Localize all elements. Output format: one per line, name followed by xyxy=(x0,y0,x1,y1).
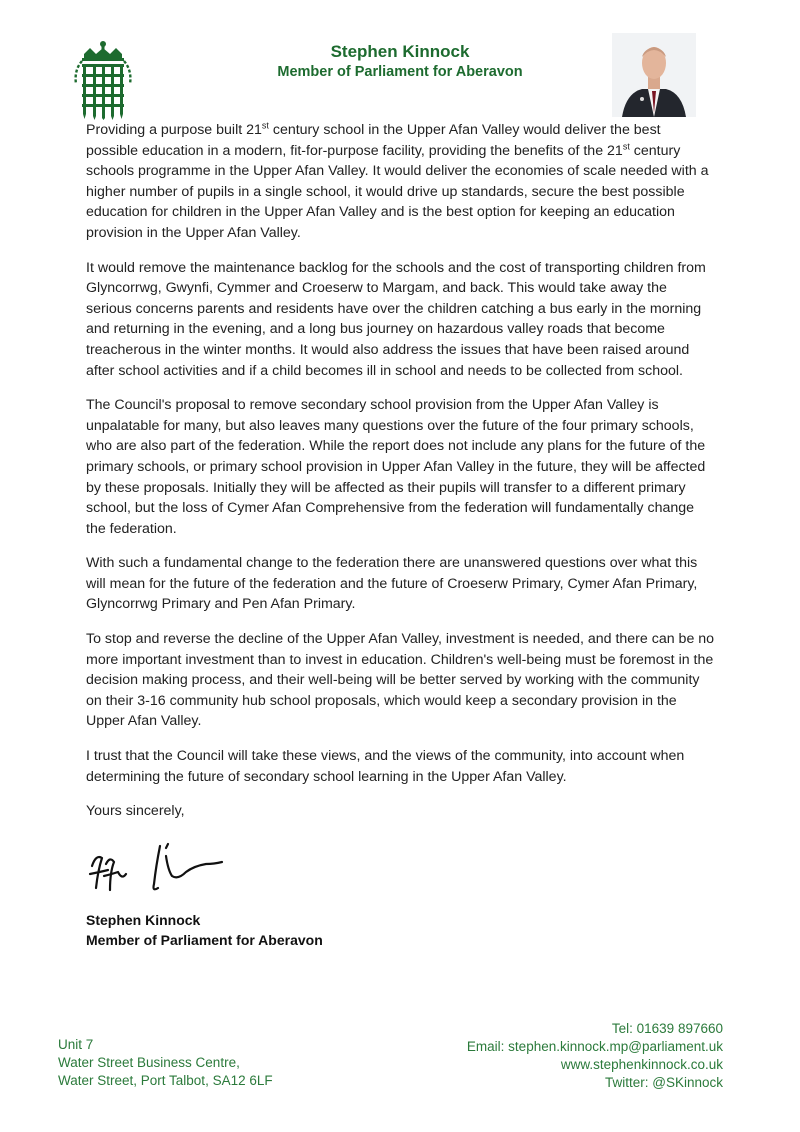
portcullis-icon xyxy=(70,40,136,120)
paragraph-5: To stop and reverse the decline of the Upper Afan Valley, investment is needed, and there can be no more important investment than to invest in education. Children's well-being must be foremost in the decision making process, and their well-being will be better served by working with the community on their 3-16 community hub school proposals, which would keep a secondary provision in the Upper Afan Valley. xyxy=(86,631,715,730)
address-line-1: Unit 7 xyxy=(58,1037,94,1052)
address-line-2: Water Street Business Centre, xyxy=(58,1055,240,1070)
address-line-3: Water Street, Port Talbot, SA12 6LF xyxy=(58,1073,273,1088)
paragraph-6: I trust that the Council will take these views, and the views of the community, into account when determining the future of secondary school learning in the Upper Afan Valley. xyxy=(86,748,685,785)
signatory-name: Stephen Kinnock xyxy=(86,912,201,928)
portrait-photo xyxy=(612,33,696,117)
header-role: Member of Parliament for Aberavon xyxy=(277,64,523,80)
closing-salutation: Yours sincerely, xyxy=(86,803,185,820)
letter-body xyxy=(86,120,716,836)
contact-website[interactable]: www.stephenkinnock.co.uk xyxy=(560,1057,723,1072)
handwritten-signature xyxy=(82,836,232,906)
paragraph-1: Providing a purpose built 21st century school in the Upper Afan Valley would deliver the best possible education in a modern, fit-for-purpose facility, providing the benefits of the 21st century schools programme in the Upper Afan Valley. It would deliver the economies of scale needed with a higher number of pupils in a single school, it would drive up standards, secure the best possible education for children in the Upper Afan Valley and is the best option for keeping an education provision in the Upper Afan Valley. xyxy=(86,120,709,241)
signatory-role: Member of Parliament for Aberavon xyxy=(86,932,323,948)
contact-email[interactable]: Email: stephen.kinnock.mp@parliament.uk xyxy=(466,1039,723,1054)
signature-block xyxy=(86,910,323,950)
contact-twitter[interactable]: Twitter: @SKinnock xyxy=(605,1075,723,1090)
paragraph-4: With such a fundamental change to the federation there are unanswered questions over what this will mean for the future of the federation and the future of Croeserw Primary, Cymer Afan Primary, Glyncorrwg Primary and Pen Afan Primary. xyxy=(86,555,698,613)
contact-tel: Tel: 01639 897660 xyxy=(611,1021,723,1036)
header-name: Stephen Kinnock xyxy=(330,42,470,61)
footer-contact xyxy=(467,1020,723,1092)
paragraph-3: The Council's proposal to remove secondary school provision from the Upper Afan Valley is unpalatable for many, but also leaves many questions over the future of the four primary schools, who are also part of the federation. While the report does not include any plans for the future of the primary schools, or primary school provision in Upper Afan Valley in the future, they will be affected by these proposals. Initially they will be affected as their pupils will transfer to a different primary school, but the loss of Cymer Afan Comprehensive from the federation will fundamentally change the federation. xyxy=(86,397,706,537)
paragraph-2: It would remove the maintenance backlog for the schools and the cost of transporting children from Glyncorrwg, Gwynfi, Cymmer and Croeserw to Margam, and back. This would take away the serious concerns parents and residents have over the children catching a bus early in the morning and returning in the evening, and a long bus journey on hazardous valley roads that become treacherous in the winter months. It would also address the issues that have been raised around after school activities and if a child becomes ill in school and needs to be collected from school. xyxy=(86,259,706,379)
footer-address xyxy=(58,1036,273,1090)
